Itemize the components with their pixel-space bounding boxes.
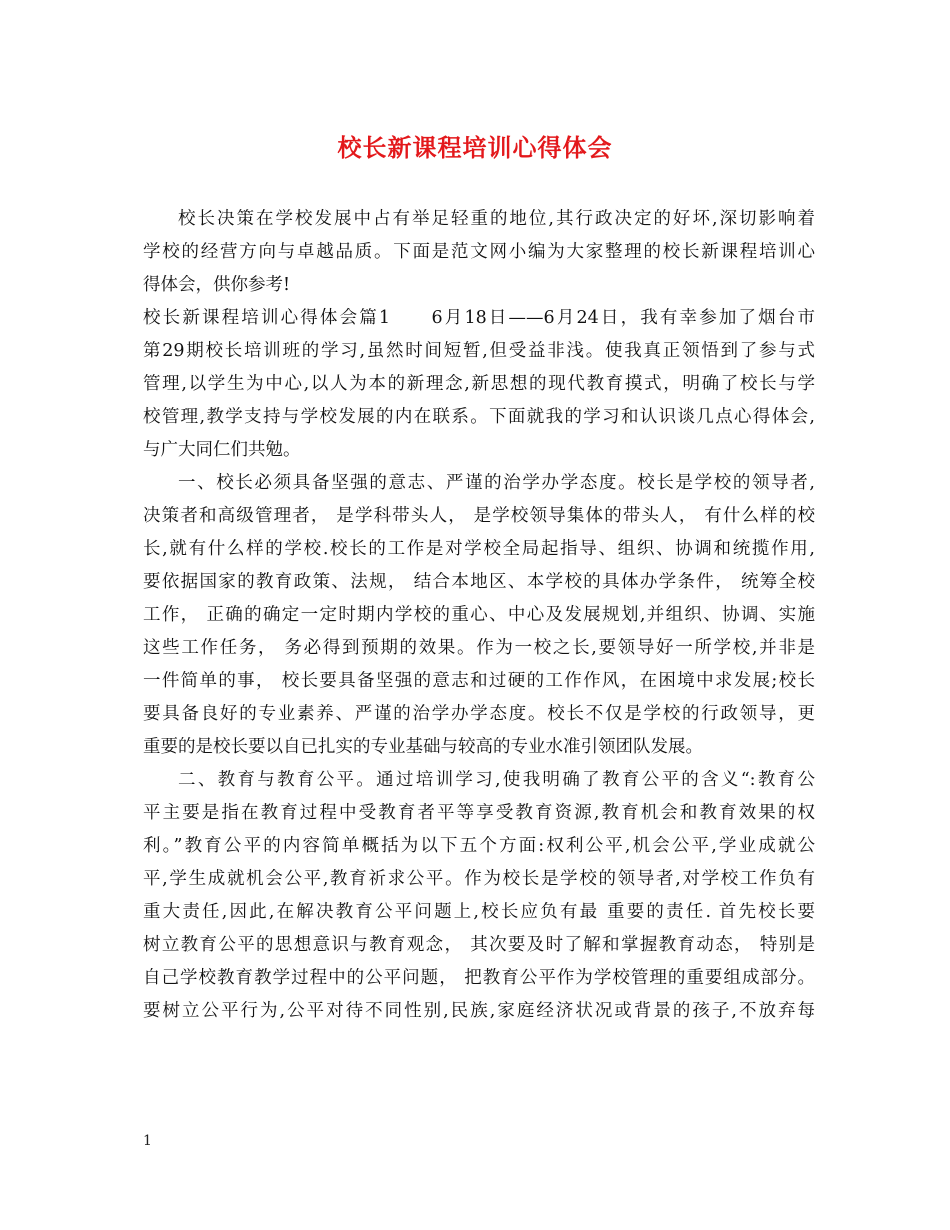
text-line: 平主要是指在教育过程中受教育者平等享受教育资源,教育机会和教育效果的权	[143, 803, 815, 823]
text-line: 第29期校长培训班的学习,虽然时间短暂,但受益非浅。使我真正领悟到了参与式	[143, 341, 815, 361]
text-line: 校管理,教学支持与学校发展的内在联系。下面就我的学习和认识谈几点心得体会,	[143, 407, 815, 427]
text-line: 重要的是校长要以自已扎实的专业基础与较高的专业水准引领团队发展。	[143, 737, 703, 757]
text-line: 工作， 正确的确定一定时期内学校的重心、中心及发展规划,并组织、协调、实施	[143, 605, 815, 625]
text-line: 平,学生成就机会公平,教育祈求公平。作为校长是学校的领导者,对学校工作负有	[143, 869, 815, 889]
text-line: 校长新课程培训心得体会篇1 6月18日——6月24日，我有幸参加了烟台市	[143, 308, 815, 328]
text-line: 二、教育与教育公平。通过培训学习,使我明确了教育公平的含义“:教育公	[178, 770, 815, 790]
text-line: 要依据国家的教育政策、法规， 结合本地区、本学校的具体办学条件， 统筹全校	[143, 572, 815, 592]
text-line: 得体会，供你参考!	[143, 275, 291, 295]
text-line: 决策者和高级管理者， 是学科带头人， 是学校领导集体的带头人， 有什么样的校	[143, 506, 815, 526]
text-line: 重大责任,因此,在解决教育公平问题上,校长应负有最 重要的责任. 首先校长要	[143, 902, 815, 922]
text-line: 校长决策在学校发展中占有举足轻重的地位,其行政决定的好坏,深切影响着	[178, 209, 815, 229]
text-line: 要具备良好的专业素养、严谨的治学办学态度。校长不仅是学校的行政领导，更	[143, 704, 815, 724]
text-line: 利。”教育公平的内容简单概括为以下五个方面:权利公平,机会公平,学业成就公	[143, 836, 815, 856]
text-line: 长,就有什么样的学校.校长的工作是对学校全局起指导、组织、协调和统揽作用,	[143, 539, 815, 559]
text-line: 管理,以学生为中心,以人为本的新理念,新思想的现代教育摸式，明确了校长与学	[143, 374, 815, 394]
text-line: 与广大同仁们共勉。	[143, 440, 301, 460]
page-number: 1	[143, 1133, 152, 1149]
text-line: 一、校长必须具备坚强的意志、严谨的治学办学态度。校长是学校的领导者,	[178, 473, 815, 493]
text-line: 自己学校教育教学过程中的公平问题， 把教育公平作为学校管理的重要组成部分。	[143, 968, 815, 988]
text-line: 一件简单的事， 校长要具备坚强的意志和过硬的工作作风，在困境中求发展;校长	[143, 671, 815, 691]
text-line: 学校的经营方向与卓越品质。下面是范文网小编为大家整理的校长新课程培训心	[143, 242, 815, 262]
text-line: 树立教育公平的思想意识与教育观念， 其次要及时了解和掌握教育动态， 特别是	[143, 935, 815, 955]
text-line: 要树立公平行为,公平对待不同性别,民族,家庭经济状况或背景的孩子,不放弃每	[143, 1001, 815, 1021]
document-title: 校长新课程培训心得体会	[337, 133, 613, 162]
text-line: 这些工作任务， 务必得到预期的效果。作为一校之长,要领导好一所学校,并非是	[143, 638, 815, 658]
document-body	[143, 203, 815, 1028]
